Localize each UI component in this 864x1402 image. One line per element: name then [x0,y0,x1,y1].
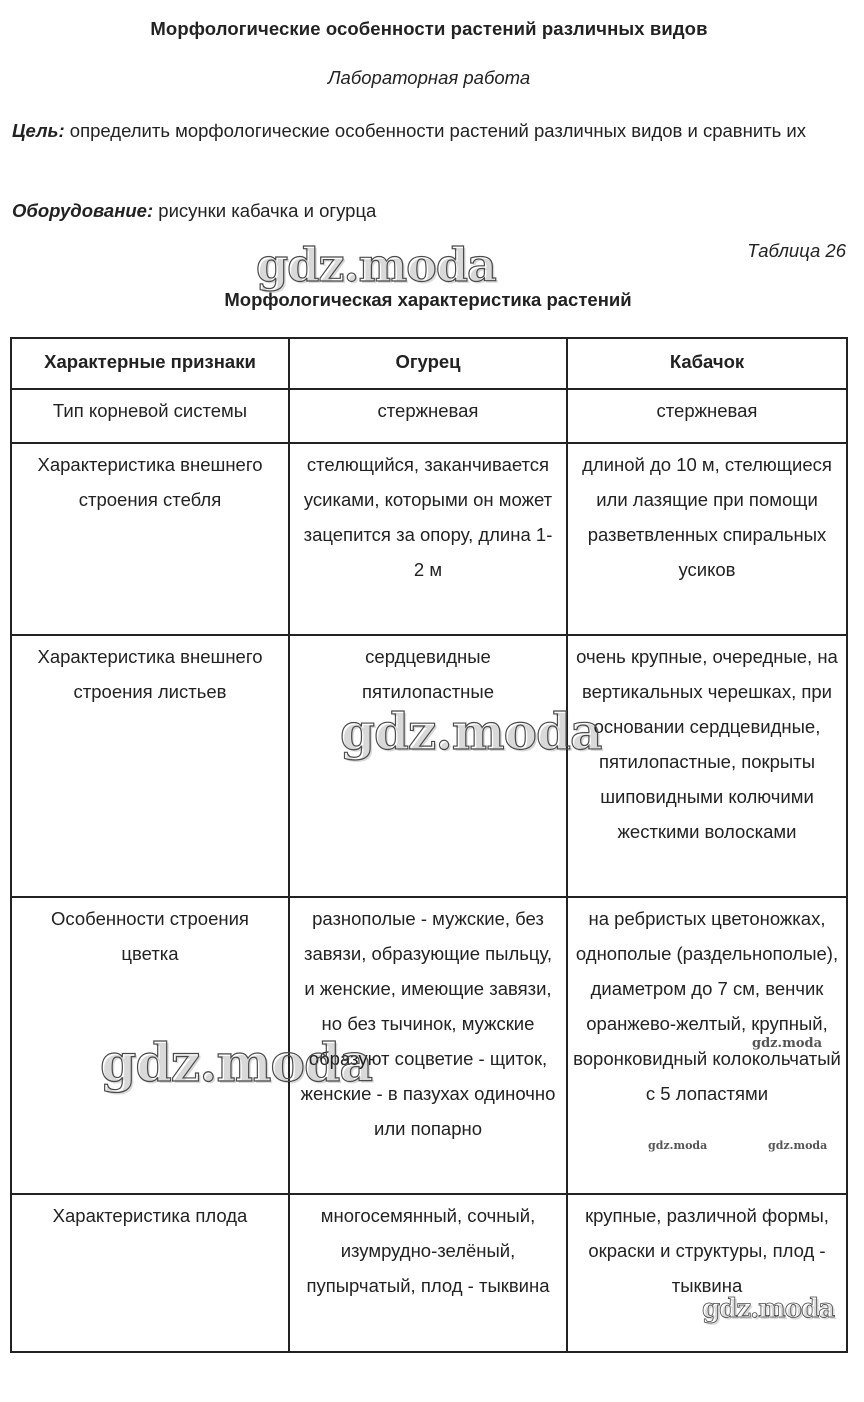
equipment-text: рисунки кабачка и огурца [158,200,377,221]
cell-feature: Тип корневой системы [11,389,289,443]
cell-feature: Характеристика внешнего строения стебля [11,443,289,635]
cell-feature: Характеристика плода [11,1194,289,1352]
cell-zucchini: длиной до 10 м, стелющиеся или лазящие при помощи разветвленных спиральных усиков [567,443,847,635]
table-row [11,389,847,443]
watermark-logo: gdz.moda [702,1294,835,1324]
cell-zucchini: очень крупные, очередные, на вертикальных черешках, при основании сердцевидные, пятилопастные, покрыты шиповидными колючими жесткими волосками [567,635,847,897]
document-title: Морфологические особенности растений различных видов [150,18,708,39]
table-number: Таблица 26 [747,240,846,261]
watermark-logo: gdz.moda [100,1033,373,1094]
cell-zucchini: стержневая [567,389,847,443]
cell-zucchini: крупные, различной формы, окраски и структуры, плод - тыквина [567,1194,847,1352]
document-subtitle: Лабораторная работа [327,67,531,88]
header-feature: Характерные признаки [11,338,289,389]
cell-cucumber: сердцевидные пятилопастные [289,635,567,897]
cell-cucumber: разнополые - мужские, без завязи, образующие пыльцу, и женские, имеющие завязи, но без тычинок, мужские образуют соцветие - щиток, женские - в пазухах одиночно или попарно [289,897,567,1194]
goal-paragraph [12,113,846,148]
cell-zucchini: на ребристых цветоножках, однополые (раздельнополые), диаметром до 7 см, венчик оранжево-желтый, крупный, воронковидный колокольчатый с 5 лопастями [567,897,847,1194]
table-caption: Морфологическая характеристика растений [224,289,632,310]
cell-feature: Особенности строения цветка [11,897,289,1194]
table-header-row [11,338,847,389]
equipment-label: Оборудование: [12,200,154,221]
morphology-table [10,337,848,1353]
watermark-small: gdz.moda [768,1139,828,1152]
watermark-logo: gdz.moda [256,238,496,292]
watermark-small: gdz.moda [752,1036,823,1051]
table-row [11,1194,847,1352]
cell-cucumber: стелющийся, заканчивается усиками, которыми он может зацепится за опору, длина 1-2 м [289,443,567,635]
cell-cucumber: многосемянный, сочный, изумрудно-зелёный, пупырчатый, плод - тыквина [289,1194,567,1352]
cell-cucumber: стержневая [289,389,567,443]
goal-label: Цель: [12,120,65,141]
table-row [11,897,847,1194]
table-row [11,635,847,897]
watermark-logo: gdz.moda [340,702,602,761]
header-zucchini: Кабачок [567,338,847,389]
goal-text: определить морфологические особенности растений различных видов и сравнить их [69,120,807,141]
table-row [11,443,847,635]
cell-feature: Характеристика внешнего строения листьев [11,635,289,897]
header-cucumber: Огурец [289,338,567,389]
watermark-small: gdz.moda [648,1139,708,1152]
equipment-paragraph [12,196,846,226]
